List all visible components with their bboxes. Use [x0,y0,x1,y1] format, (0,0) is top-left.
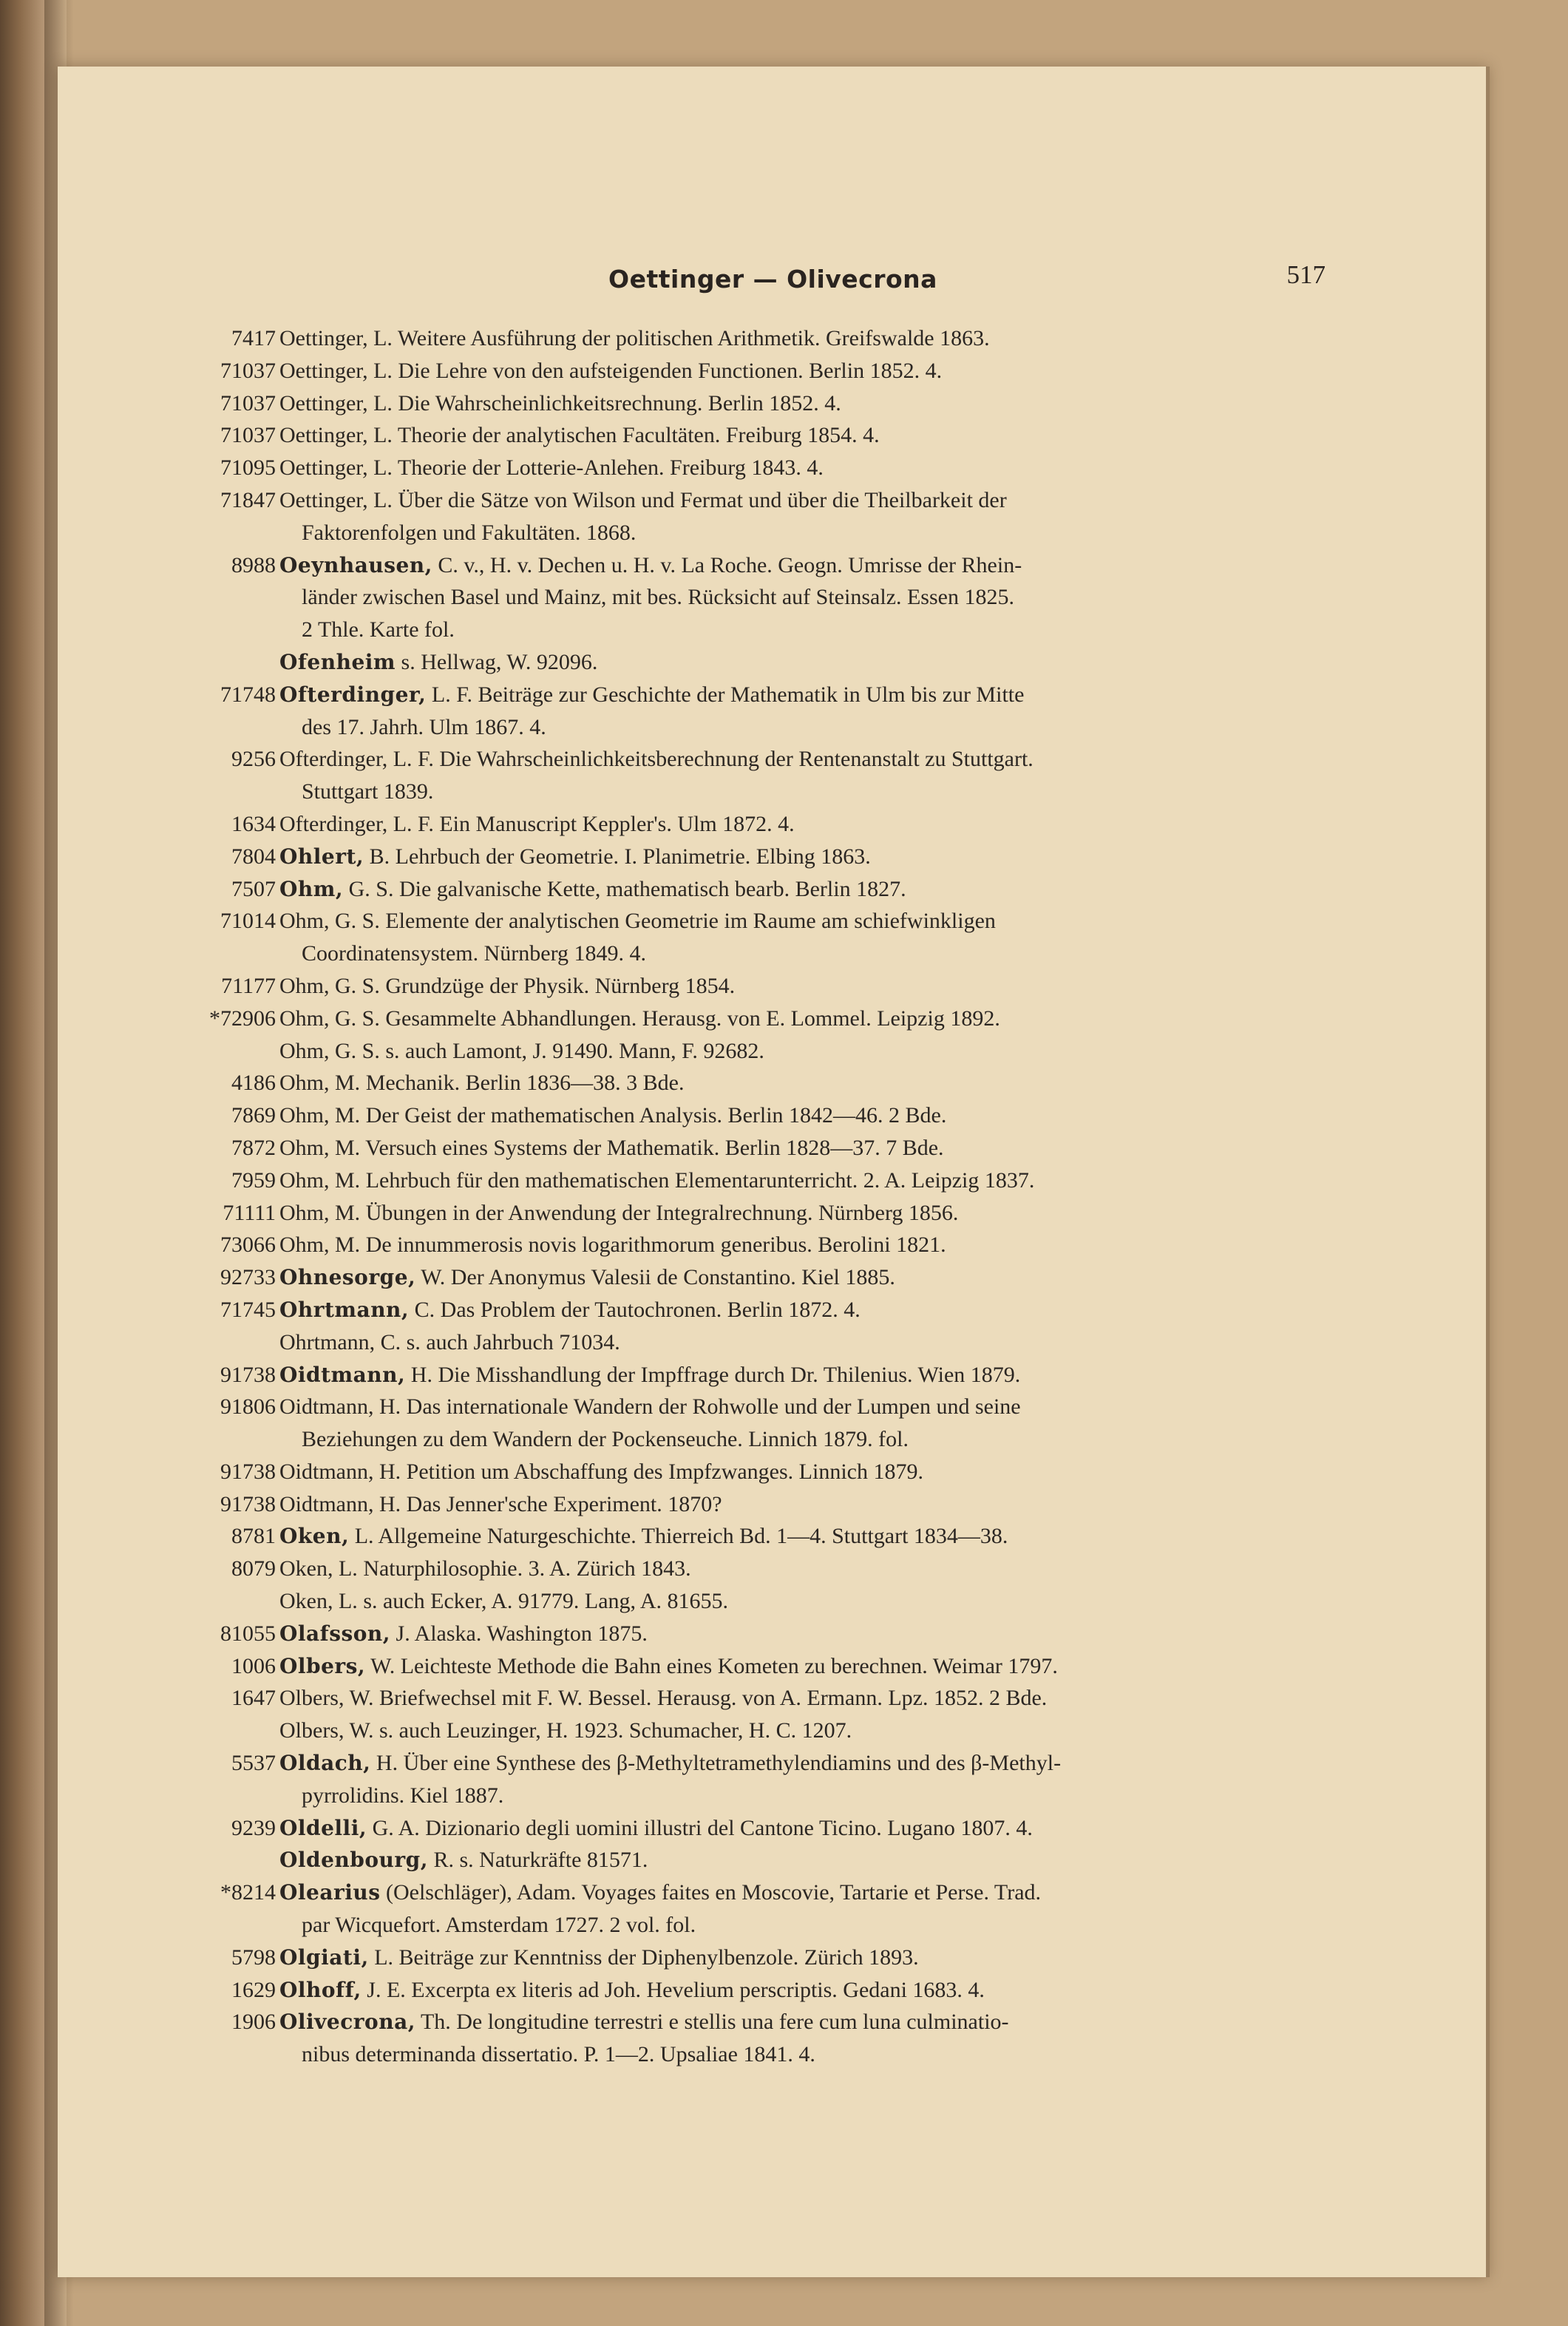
entry-main-text [279,1488,722,1521]
catalog-number: 5798 [231,1944,276,1970]
entry-title-text: L. Beiträge zur Kenntniss der Diphenylbenzole. Zürich 1893. [368,1944,919,1970]
author-name: Oidtmann, H. [279,1491,401,1516]
entry-title-text: Naturphilosophie. 3. A. Zürich 1843. [357,1556,691,1581]
catalog-number: 81055 [220,1621,276,1646]
author-name: Oidtmann, [279,1362,406,1387]
entry-first-line [58,1844,1488,1876]
catalog-number: *72906 [209,1006,276,1031]
entry-main-text [279,1682,1047,1715]
catalog-number: 8781 [231,1524,276,1549]
entry-title-text: C. Das Problem der Tautochronen. Berlin 1872. 4. [409,1297,861,1322]
entry-first-line [58,905,1488,937]
author-name: Ohlert, [279,844,364,869]
bibliography-entry [58,387,1488,420]
entry-first-line [58,1618,1488,1650]
continuation-text: Coordinatensystem. Nürnberg 1849. 4. [302,941,647,966]
catalog-number: 7959 [231,1167,276,1193]
bibliography-entry [58,1099,1488,1132]
entry-continuation-line [58,581,1488,614]
entry-title-text: J. Alaska. Washington 1875. [390,1621,648,1646]
author-name: Ohnesorge, [279,1265,416,1290]
entry-main-text [279,1132,944,1164]
bibliography-entry [58,873,1488,906]
author-name: Oldelli, [279,1815,367,1840]
bibliography-entry [58,1261,1488,1294]
entry-first-line [58,1974,1488,2007]
bibliography-entry [58,1456,1488,1488]
author-name: Ohm, G. S. [279,909,380,934]
entry-continuation-line [58,1909,1488,1942]
continuation-text: 2 Thle. Karte fol. [302,617,455,642]
entry-title-text: Petition um Abschaffung des Impfzwanges. Linnich 1879. [401,1459,923,1484]
author-name: Oldach, [279,1751,371,1776]
author-name: Oken, L. [279,1556,358,1581]
author-name: Oidtmann, H. [279,1394,401,1420]
author-name: Olgiati, [279,1944,369,1970]
entry-title-text: Theorie der Lotterie-Anlehen. Freiburg 1843. 4. [392,455,824,481]
entry-first-line [58,1682,1488,1715]
entry-title-text: L. F. Beiträge zur Geschichte der Mathematik in Ulm bis zur Mitte [426,682,1025,707]
entry-first-line [58,1391,1488,1423]
entry-main-text [279,1520,1008,1553]
bibliography-entry [58,1520,1488,1553]
bibliography-entry [58,1618,1488,1650]
entry-first-line [58,1261,1488,1294]
author-name: Olearius [279,1880,381,1905]
catalog-number: 7804 [231,844,276,869]
entry-first-line [58,322,1488,355]
catalog-number: 9239 [231,1815,276,1840]
continuation-text: pyrrolidins. Kiel 1887. [302,1783,504,1808]
entry-first-line [58,1650,1488,1683]
bibliography-entry [58,1164,1488,1197]
entry-title-text: Lehrbuch für den mathematischen Elementarunterricht. 2. A. Leipzig 1837. [360,1167,1035,1193]
entry-continuation-line [58,711,1488,744]
entry-title-text: Ein Manuscript Keppler's. Ulm 1872. 4. [433,811,795,836]
continuation-text: Beziehungen zu dem Wandern der Pockenseuche. Linnich 1879. fol. [302,1427,909,1452]
entry-first-line [58,484,1488,517]
author-name: Ohm, M. [279,1071,361,1096]
entry-first-line [58,1747,1488,1780]
catalog-number: 91738 [220,1491,276,1516]
entry-main-text [279,808,795,841]
entry-main-text [279,1876,1041,1909]
entry-title-text: B. Lehrbuch der Geometrie. I. Planimetrie. Elbing 1863. [364,844,871,869]
entry-main-text [279,1294,861,1326]
bibliography-entry [58,905,1488,970]
entry-title-text: Über die Sätze von Wilson und Fermat und über die Theilbarkeit der [392,487,1007,512]
entry-first-line [58,1197,1488,1230]
entry-first-line [58,646,1488,679]
entry-first-line [58,679,1488,711]
catalog-number: 71177 [221,973,276,998]
author-name: Olhoff, [279,1977,362,2002]
bibliography-entry [58,1844,1488,1876]
entry-main-text [279,1229,946,1261]
continuation-text: des 17. Jahrh. Ulm 1867. 4. [302,714,546,739]
entry-main-text [279,1974,985,2007]
catalog-number: 8988 [231,552,276,577]
bibliography-entry [58,484,1488,549]
running-head [58,260,1488,302]
catalog-number: 4186 [231,1071,276,1096]
entry-title-text: De innummerosis novis logarithmorum generibus. Berolini 1821. [360,1232,946,1258]
bibliography-entry [58,646,1488,679]
entry-first-line [58,1326,1488,1359]
catalog-number: *8214 [220,1880,276,1905]
entry-list [58,322,1488,2071]
bibliography-entry [58,1682,1488,1715]
continuation-text: par Wicquefort. Amsterdam 1727. 2 vol. fol. [302,1913,696,1938]
continuation-text: Faktorenfolgen und Fakultäten. 1868. [302,520,637,545]
catalog-number: 1647 [231,1686,276,1711]
entry-title-text: J. E. Excerpta ex literis ad Joh. Hevelium perscriptis. Gedani 1683. 4. [361,1977,985,2002]
catalog-number: 71111 [223,1200,276,1225]
entry-main-text [279,841,871,873]
catalog-number: 7507 [231,876,276,901]
entry-first-line [58,970,1488,1003]
bibliography-entry [58,1132,1488,1164]
bibliography-entry [58,1553,1488,1585]
catalog-number: 1906 [231,2010,276,2035]
catalog-number: 71745 [220,1297,276,1322]
catalog-number: 91738 [220,1459,276,1484]
entry-main-text [279,1553,691,1585]
entry-first-line [58,873,1488,906]
entry-main-text [279,743,1034,776]
bibliography-entry [58,679,1488,744]
bibliography-entry [58,1650,1488,1683]
entry-first-line [58,1488,1488,1521]
entry-first-line [58,1099,1488,1132]
catalog-number: 71748 [220,682,276,707]
entry-main-text [279,484,1007,517]
entry-main-text [279,679,1024,711]
entry-main-text [279,1715,852,1747]
author-name: Ohrtmann, [279,1297,410,1322]
entry-title-text: Briefwechsel mit F. W. Bessel. Herausg. von A. Ermann. Lpz. 1852. 2 Bde. [373,1686,1048,1711]
entry-first-line [58,2006,1488,2038]
entry-main-text [279,2006,1009,2038]
bibliography-entry [58,1715,1488,1747]
bibliography-entry [58,1942,1488,1974]
entry-main-text [279,419,880,452]
entry-title-text: L. Allgemeine Naturgeschichte. Thierreich Bd. 1—4. Stuttgart 1834—38. [349,1524,1008,1549]
entry-continuation-line [58,517,1488,549]
entry-main-text [279,1844,648,1876]
author-name: Oettinger, L. [279,455,393,481]
entry-title-text: Der Geist der mathematischen Analysis. Berlin 1842—46. 2 Bde. [360,1103,947,1128]
catalog-number: 71014 [220,909,276,934]
entry-title-text: Die Lehre von den aufsteigenden Functionen. Berlin 1852. 4. [392,358,943,383]
author-name: Ohrtmann, C. [279,1329,401,1354]
entry-title-text: Theorie der analytischen Facultäten. Freiburg 1854. 4. [392,423,880,448]
author-name: Oettinger, L. [279,423,393,448]
entry-title-text: Versuch eines Systems der Mathematik. Berlin 1828—37. 7 Bde. [360,1135,944,1160]
entry-main-text [279,322,990,355]
entry-main-text [279,970,735,1003]
entry-main-text [279,1035,764,1068]
catalog-number: 5537 [231,1751,276,1776]
entry-first-line [58,1520,1488,1553]
author-name: Ohm, M. [279,1135,361,1160]
entry-title-text: Das internationale Wandern der Rohwolle und der Lumpen und seine [401,1394,1021,1420]
entry-title-text: H. Über eine Synthese des β-Methyltetramethylendiamins und des β-Methyl- [370,1751,1062,1776]
entry-first-line [58,1003,1488,1035]
entry-title-text: W. Leichteste Methode die Bahn eines Kometen zu berechnen. Weimar 1797. [365,1653,1058,1678]
author-name: Oettinger, L. [279,487,393,512]
continuation-text: nibus determinanda dissertatio. P. 1—2. Upsaliae 1841. 4. [302,2042,815,2067]
catalog-number: 73066 [220,1232,276,1258]
entry-first-line [58,808,1488,841]
bibliography-entry [58,1488,1488,1521]
entry-first-line [58,1876,1488,1909]
bibliography-entry [58,1876,1488,1942]
entry-main-text [279,1650,1058,1683]
entry-main-text [279,355,942,387]
entry-first-line [58,1132,1488,1164]
catalog-number: 91738 [220,1362,276,1387]
author-name: Oken, L. [279,1589,358,1614]
page-edge [1486,67,1490,2277]
entry-main-text [279,1261,895,1294]
page [58,67,1488,2277]
bibliography-entry [58,1391,1488,1456]
entry-main-text [279,905,996,937]
entry-title-text: s. auch Lamont, J. 91490. Mann, F. 92682. [379,1038,764,1063]
bibliography-entry [58,970,1488,1003]
entry-main-text [279,646,597,679]
author-name: Oldenbourg, [279,1848,428,1873]
author-name: Ohm, G. S. [279,1006,380,1031]
entry-title-text: Th. De longitudine terrestri e stellis una fere cum luna culminatio- [415,2010,1009,2035]
entry-main-text [279,1197,958,1230]
author-name: Ofterdinger, L. F. [279,811,434,836]
page-number: 517 [1286,260,1326,289]
author-name: Ohm, M. [279,1103,361,1128]
entry-first-line [58,1942,1488,1974]
entry-title-text: s. auch Ecker, A. 91779. Lang, A. 81655. [357,1589,729,1614]
entry-title-text: Übungen in der Anwendung der Integralrechnung. Nürnberg 1856. [360,1200,959,1225]
bibliography-entry [58,1974,1488,2007]
entry-main-text [279,1812,1033,1845]
bibliography-entry [58,743,1488,808]
bibliography-entry [58,1747,1488,1812]
author-name: Oeynhausen, [279,552,432,577]
entry-title-text: Die Wahrscheinlichkeitsberechnung der Rentenanstalt zu Stuttgart. [433,747,1034,772]
entry-first-line [58,419,1488,452]
entry-main-text [279,1164,1034,1197]
bibliography-entry [58,1812,1488,1845]
entry-title-text: G. A. Dizionario degli uomini illustri del Cantone Ticino. Lugano 1807. 4. [367,1815,1033,1840]
author-name: Ofterdinger, L. F. [279,747,434,772]
author-name: Oettinger, L. [279,358,393,383]
entry-title-text: s. auch Jahrbuch 71034. [401,1329,620,1354]
catalog-number: 71037 [220,390,276,416]
entry-title-text: Die Wahrscheinlichkeitsrechnung. Berlin 1852. 4. [392,390,841,416]
entry-continuation-line [58,776,1488,808]
bibliography-entry [58,1067,1488,1099]
author-name: Oken, [279,1524,350,1549]
catalog-number: 8079 [231,1556,276,1581]
entry-main-text [279,387,841,420]
page-title: Oettinger — Olivecrona [608,265,937,294]
author-name: Olbers, W. [279,1718,374,1743]
entry-main-text [279,1618,648,1650]
author-name: Oettinger, L. [279,326,393,350]
bibliography-entry [58,355,1488,387]
entry-title-text: Mechanik. Berlin 1836—38. 3 Bde. [360,1071,685,1096]
entry-main-text [279,1942,919,1974]
author-name: Ohm, G. S. [279,973,380,998]
entry-first-line [58,452,1488,484]
entry-first-line [58,549,1488,582]
entry-first-line [58,387,1488,420]
catalog-number: 7872 [231,1135,276,1160]
author-name: Olivecrona, [279,2010,415,2035]
bibliography-entry [58,1003,1488,1035]
entry-first-line [58,1294,1488,1326]
catalog-number: 1006 [231,1653,276,1678]
entry-continuation-line [58,2038,1488,2071]
entry-main-text [279,1747,1061,1780]
author-name: Ohm, M. [279,1200,361,1225]
entry-title-text: (Oelschläger), Adam. Voyages faites en Moscovie, Tartarie et Perse. Trad. [380,1880,1042,1905]
author-name: Olbers, W. [279,1686,374,1711]
entry-main-text [279,1359,1020,1391]
entry-title-text: Elemente der analytischen Geometrie im Raume am schiefwinkligen [379,909,996,934]
continuation-text: länder zwischen Basel und Mainz, mit bes. Rücksicht auf Steinsalz. Essen 1825. [302,585,1014,610]
entry-continuation-line [58,614,1488,646]
entry-title-text: Weitere Ausführung der politischen Arithmetik. Greifswalde 1863. [392,326,990,350]
author-name: Olbers, [279,1653,366,1678]
entry-continuation-line [58,1423,1488,1456]
entry-main-text [279,1003,1000,1035]
bibliography-entry [58,1035,1488,1068]
entry-first-line [58,1553,1488,1585]
entry-main-text [279,1099,946,1132]
catalog-number: 7417 [231,326,276,350]
entry-main-text [279,549,1022,582]
entry-main-text [279,873,906,906]
bibliography-entry [58,419,1488,452]
catalog-number: 9256 [231,747,276,772]
bibliography-entry [58,1197,1488,1230]
continuation-text: Stuttgart 1839. [302,779,434,804]
bibliography-entry [58,549,1488,646]
entry-main-text [279,1326,620,1359]
entry-main-text [279,1585,728,1618]
entry-title-text: C. v., H. v. Dechen u. H. v. La Roche. Geogn. Umrisse der Rhein- [432,552,1022,577]
author-name: Ofterdinger, [279,682,427,707]
bibliography-entry [58,2006,1488,2071]
catalog-number: 1629 [231,1977,276,2002]
entry-first-line [58,841,1488,873]
entry-first-line [58,1067,1488,1099]
entry-first-line [58,743,1488,776]
author-name: Ohm, M. [279,1232,361,1258]
bibliography-entry [58,1585,1488,1618]
bibliography-entry [58,1294,1488,1326]
entry-main-text [279,452,824,484]
entry-main-text [279,1456,923,1488]
entry-title-text: W. Der Anonymus Valesii de Constantino. Kiel 1885. [415,1265,895,1290]
entry-main-text [279,1067,684,1099]
bibliography-entry [58,1359,1488,1391]
author-name: Oidtmann, H. [279,1459,401,1484]
entry-main-text [279,1391,1021,1423]
entry-title-text: G. S. Die galvanische Kette, mathematisch bearb. Berlin 1827. [343,876,906,901]
author-name: Olafsson, [279,1621,391,1646]
author-name: Ohm, G. S. [279,1038,380,1063]
entry-first-line [58,1035,1488,1068]
entry-title-text: R. s. Naturkräfte 81571. [427,1848,648,1873]
author-name: Ohm, [279,876,344,901]
entry-title-text: Das Jenner'sche Experiment. 1870? [401,1491,722,1516]
entry-continuation-line [58,937,1488,970]
bibliography-entry [58,452,1488,484]
entry-first-line [58,1359,1488,1391]
catalog-number: 1634 [231,811,276,836]
author-name: Oettinger, L. [279,390,393,416]
entry-first-line [58,1715,1488,1747]
bibliography-entry [58,808,1488,841]
bibliography-entry [58,322,1488,355]
entry-first-line [58,1812,1488,1845]
catalog-number: 71037 [220,358,276,383]
catalog-number: 92733 [220,1265,276,1290]
entry-continuation-line [58,1780,1488,1812]
bibliography-entry [58,1229,1488,1261]
catalog-number: 91806 [220,1394,276,1420]
bibliography-entry [58,1326,1488,1359]
entry-first-line [58,355,1488,387]
entry-first-line [58,1585,1488,1618]
catalog-number: 7869 [231,1103,276,1128]
catalog-number: 71037 [220,423,276,448]
entry-title-text: Grundzüge der Physik. Nürnberg 1854. [379,973,736,998]
author-name: Ohm, M. [279,1167,361,1193]
author-name: Ofenheim [279,649,396,674]
entry-first-line [58,1229,1488,1261]
catalog-number: 71847 [220,487,276,512]
bibliography-entry [58,841,1488,873]
entry-first-line [58,1456,1488,1488]
entry-title-text: H. Die Misshandlung der Impffrage durch Dr. Thilenius. Wien 1879. [405,1362,1021,1387]
entry-title-text: Gesammelte Abhandlungen. Herausg. von E. Lommel. Leipzig 1892. [379,1006,1000,1031]
entry-title-text: s. auch Leuzinger, H. 1923. Schumacher, H. C. 1207. [373,1718,852,1743]
catalog-number: 71095 [220,455,276,481]
entry-title-text: s. Hellwag, W. 92096. [396,649,598,674]
entry-first-line [58,1164,1488,1197]
